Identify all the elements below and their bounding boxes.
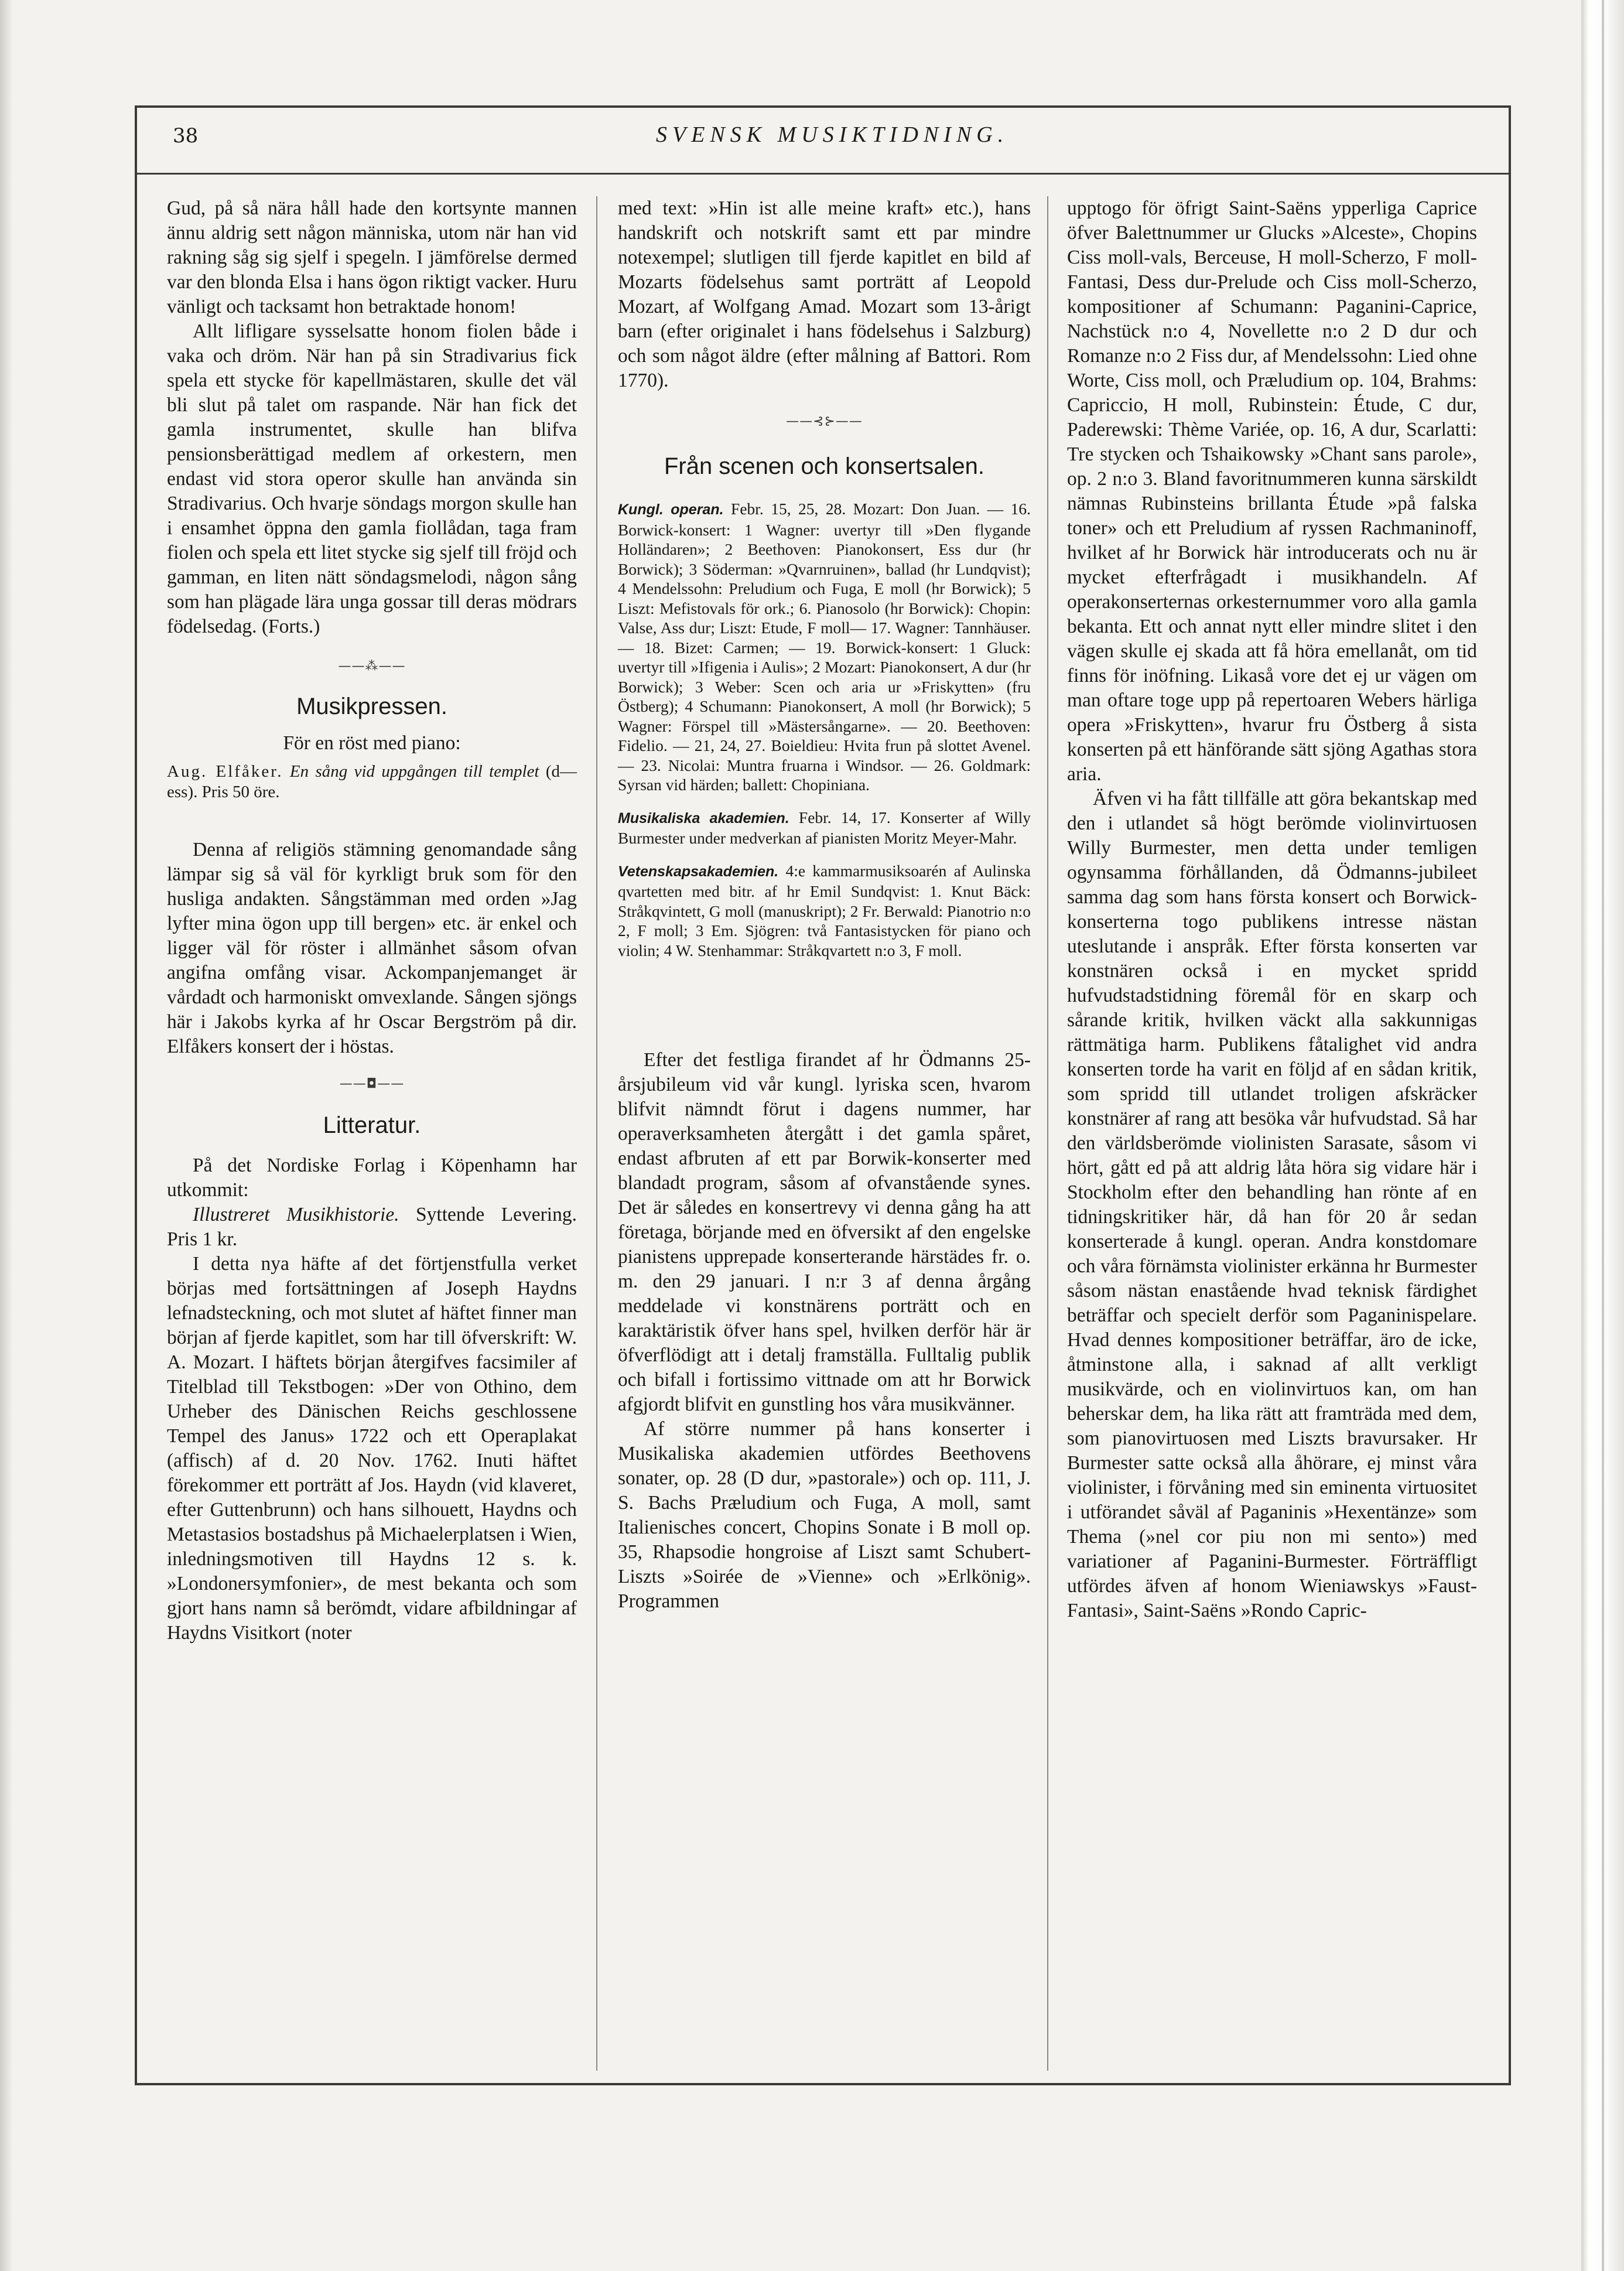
literature-paragraph: På det Nordiske Forlag i Köpenhamn har utkommit: (167, 1155, 577, 1201)
subheading: För en röst med piano: (283, 732, 461, 754)
review-paragraph: Af större nummer på hans konserter i Musikaliska akademien utfördes Beethovens sonater, op. 28 (D dur, »pastorale») och op. 111, J. S. Bachs Præludium och Fuga, A moll, samt Italienisches concert, Chopins Sonate i B moll op. 35, Rhapsodie hongroise af Liszt samt Schubert-Liszts »Soirée de »Vienne» och »Erlkönig». Programmen (618, 1418, 1031, 1612)
opera-listing: Kungl. operan. Febr. 15, 25, 28. Mozart: Don Juan. — 16. Borwick-konsert: 1 Wagner: uvertyr till »Den flygande Holländaren»; 2 Beethoven: Pianokonsert, Ess dur (hr Borwick); 3 Söderman: »Qvarnruinen», ballad (hr Lundqvist); 4 Mendelssohn: Preludium och Fuga, E moll (hr Borwick); 5 Liszt: Mefistovals för ork.; 6. Pianosolo (hr Borwick): Chopin: Valse, Ass dur; Liszt: Etude, F moll— 17. Wagner: Tannhäuser. — 18. Bizet: Carmen; — 19. Borwick-konsert: 1 Gluck: uvertyr till »Ifigenia i Aulis»; 2 Mozart: Pianokonsert, A dur (hr Borwick); 3 Weber: Scen och aria ur »Friskytten» (fru Östberg); 4 Schumann: Pianokonsert, A moll (hr Borwick); 5 Wagner: Förspel till »Mästersångarne». — 20. Beethoven: Fidelio. — 21, 24, 27. Boieldieu: Hvita frun på slottet Avenel. — 23. Nicolai: Muntra fruarna i Windsor. — 26. Goldmark: Syrsan vid härden; ballett: Chopiniana. (618, 500, 1031, 794)
review-paragraph: Denna af religiös stämning genomandade sång lämpar sig så väl för kyrkligt bruk som för den husliga andakten. Sångstämman med orden »Jag lyfter mina ögon upp till bergen» etc. är enkel och ligger väl för röster i allmänhet såsom ofvan angifna omfång visar. Ackompanjemanget är vårdadt och harmoniskt omvexlande. Sången sjöngs här i Jakobs kyrka af hr Oscar Bergström på dir. Elfåkers konsert der i höstas. (167, 839, 577, 1057)
literature-paragraph: I detta nya häfte af det förtjenstfulla verket börjas med fortsättningen af Joseph Haydns lefnadsteckning, och mot slutet af häftet finner man början af fjerde kapitlet, som har till öfverskrift: W. A. Mozart. I häftets början återgifves facsimiler af Titelblad till Tekstbogen: »Der von Othino, dem Urheber des Dänischen Reichs geschlossene Tempel des Janus» 1722 och ett Operaplakat (affisch) af d. 20 Nov. 1762. Inuti häftet förekommer ett porträtt af Jos. Haydn (vid klaveret, efter Guttenbrunn) och hans silhouett, Haydns och Metastasios bostadshus på Michaelerplatsen i Wien, inledningsmotiven till Haydns 12 s. k. »Londonersymfonier», de mest bekanta och som gjort hans namn så berömdt, vidare afbildningar af Haydns Visitkort (noter (167, 1253, 577, 1644)
story-paragraph: Allt lifligare sysselsatte honom fiolen både i vaka och dröm. När han på sin Stradivarius fick spela ett stycke för kapellmästaren, skulle det väl bli slut på talet om raspande. När han fick det gamla instrumentet, skulle han blifva pensionsberättigad medlem af orkestern, men endast vid stora operor skulle han använda sin Stradivarius. Och hvarje söndags morgon skulle han i ensamhet öppna den gamla fiollådan, taga fram fiolen och spela ett litet stycke sig sjelf till fröjd och gamman, en liten nätt söndagsmelodi, någon sång som han plägade lära unga gossar till deras mödrars födelsedag. (Forts.) (167, 320, 577, 637)
section-flourish: ——⁂—— (338, 659, 406, 674)
page-number: 38 (173, 124, 199, 148)
page-edge-line (1602, 0, 1604, 2271)
column-2 (618, 196, 1031, 2071)
review-paragraph: Efter det festliga firandet af hr Ödmanns 25-årsjubileum vid vår kungl. lyriska scen, hvarom blifvit nämndt förut i dagens nummer, har operaverksamheten återgått i det gamla spåret, endast afbruten af ett par Borwik-konserter med blandadt program, såsom af ofvanstående synes. Det är således en konsertrevy vi denna gång ha att företaga, börjande med en öfversikt af den engelske pianistens upprepade konserterande härstädes fr. o. m. den 29 januari. I n:r 3 af denna årgång meddelade vi konstnärens porträtt och en karaktäristik öfver hans spel, hvilken derför här är öfverflödigt att i detalj framställa. Fulltalig publik och bifall i fortissimo vittnade om att hr Borwick afgjordt blifvit en gunstling hos våra musikvänner. (618, 1049, 1031, 1415)
column-1 (167, 196, 577, 2071)
continued-note: (Forts.) (261, 616, 320, 637)
review-paragraph: Äfven vi ha fått tillfälle att göra bekantskap med den i utlandet så högt berömde violinvirtuosen Willy Burmester, men detta under temligen ogynsamma förhållanden, då Ödmanns-jubileet samma dag som hans första konsert och Borwick-konserterna togo publikens intresse nästan uteslutande i anspråk. Efter första konserten var konstnären också i en mycket spridd hufvudstadstidning föremål för en skarp och sårande kritik, hvilken väckt alla sakkunnigas rättmätiga harm. Publikens fåtalighet vid andra konserten torde ha varit en följd af en sådan kritik, som spridd till utlandet troligen afskräcker konstnärer af rang att besöka vår hufvudstad. Så har den världsberömde violinisten Sarasate, såsom vi hört, gått ed på att aldrig låta höra sig vidare här i Stockholm efter den behandling han rönte af en tidningskritiker här, då han för 20 år sedan konserterade å kungl. operan. Andra konstdomare och våra förnämsta violinister erkänna hr Burmester såsom nästan enastående hvad teknisk färdighet beträffar och specielt derför som Paganinispelare. Hvad dennes kompositioner beträffar, äro de icke, åtminstone alla, i saknad af allt verkligt musikvärde, och en violinvirtuos kan, om han beherskar dem, ha lika rätt att framträda med dem, som pianovirtuosen med Liszts bravursaker. Hr Burmester satte också alla åhörare, ej minst våra violinister, i förvåning med sin eminenta virtuositet i utförandet såväl af Paganinis »Hexentänze» som Thema (»nel cor piu non mi sento») med variationer af Paganini-Burmester. Förträffligt utfördes äfven af honom Wieniawskys »Faust-Fantasi», Saint-Saëns »Rondo Capric- (1067, 788, 1477, 1621)
section-flourish: ——◘—— (339, 1077, 405, 1091)
review-paragraph: upptogo för öfrigt Saint-Saëns ypperliga Caprice öfver Balettnummer ur Glucks »Alceste», Chopins Ciss moll-vals, Berceuse, H moll-Scherzo, F moll-Fantasi, Dess dur-Prelude och Ciss moll-Scherzo, kompositioner af Schumann: Paganini-Caprice, Nachstück n:o 4, Novellette n:o 2 D dur och Romanze n:o 2 Fiss dur, af Mendelssohn: Lied ohne Worte, Ciss moll, och Præludium op. 104, Brahms: Capriccio, H moll, Rubinstein: Étude, C dur, Paderewski: Thème Variée, op. 16, A dur, Scarlatti: Tre stycken och Tshaikowsky »Chant sans parole», op. 2 n:o 3. Bland favoritnummeren kunna särskildt nämnas Rubinsteins brillanta Étude »på falska toner» och ett Preludium af ryssen Rachmaninoff, hvilket af hr Borwick här introducerats och nu är mycket efterfrågadt i musikhandeln. Af operakonserternas orkesternummer voro alla gamla bekanta. Ett och annat nytt eller mindre slitet i den vägen skulle ej skada att få höra emellanåt, om tid finns för inöfning. Likaså vore det ej ur vägen om man oftare toge upp på repertoaren Webers härliga opera »Friskytten», hvarur fru Östberg å sista konserten på ett hänförande sätt sjöng Agathas stora aria. (1067, 197, 1477, 785)
column-rule-2 (1047, 196, 1048, 2071)
column-3 (1067, 196, 1477, 2071)
academy-listing: Musikaliska akademien. Febr. 14, 17. Konserter af Willy Burmester under medverkan af pianisten Moritz Meyer-Mahr. (618, 808, 1031, 847)
section-flourish: ——⊰⊱—— (786, 414, 863, 429)
section-heading-litteratur: Litteratur. (323, 1112, 421, 1138)
literature-title: Illustreret Musikhistorie. Syttende Levering. Pris 1 kr. (167, 1204, 577, 1250)
header-rule (135, 173, 1511, 175)
music-entry: Aug. Elfåker. En sång vid uppgången till templet (d—ess). Pris 50 öre. (167, 762, 577, 801)
section-heading-musikpressen: Musikpressen. (296, 694, 447, 719)
story-paragraph: Gud, på så nära håll hade den kortsynte mannen ännu aldrig sett någon människa, utom när han vid rakning såg sig sjelf i spegeln. I jämförelse dermed var den blonda Elsa i hans ögon riktigt vacker. Huru vänligt och tacksamt hon betraktade honom! (167, 197, 577, 317)
science-academy-listing: Vetenskapsakademien. 4:e kammarmusiksoarén af Aulinska qvartetten med bitr. af hr Emil Sundqvist: 1. Knut Bäck: Stråkqvintett, G moll (manuskript); 2 Fr. Berwald: Pianotrio n:o 2, F moll; 3 Em. Sjögren: två Fantasistycken för piano och violin; 4 W. Stenhammar: Stråkqvartett n:o 3, F moll. (618, 861, 1031, 959)
section-heading-scenen: Från scenen och konsertsalen. (664, 453, 984, 479)
running-head: SVENSK MUSIKTIDNING. (656, 122, 1009, 147)
continued-paragraph: med text: »Hin ist alle meine kraft» etc.), hans handskrift och notskrift samt ett par mindre notexempel; slutligen till fjerde kapitlet en bild af Mozarts födelsehus samt porträtt af Leopold Mozart, af Wolfgang Amad. Mozart som 13-årigt barn (efter originalet i hans födelsehus i Salzburg) och som något äldre (efter målning af Battori. Rom 1770). (618, 197, 1031, 391)
column-rule-1 (596, 196, 597, 2071)
binding-shadow (0, 0, 13, 2271)
